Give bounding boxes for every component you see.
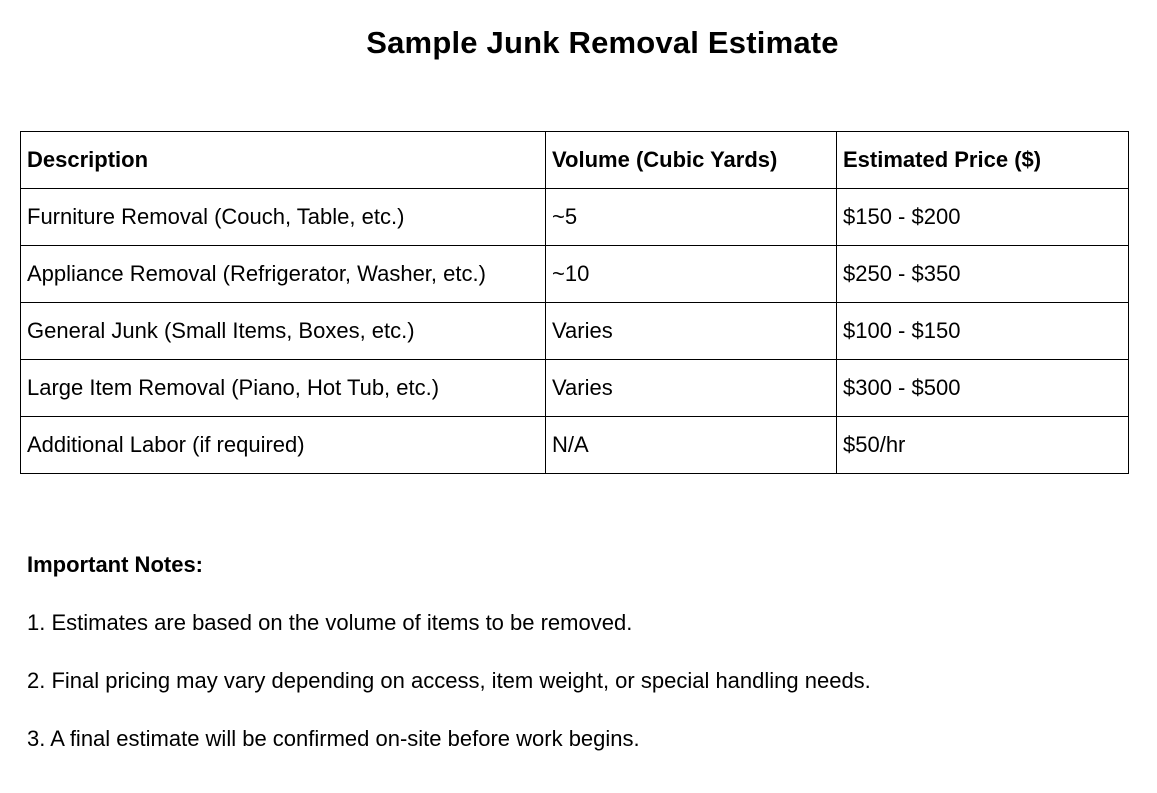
estimate-table xyxy=(20,131,1129,474)
price-cell: $100 - $150 xyxy=(837,303,1129,360)
volume-cell: Varies xyxy=(546,303,837,360)
table-row xyxy=(21,417,1129,474)
price-cell: $50/hr xyxy=(837,417,1129,474)
price-cell: $150 - $200 xyxy=(837,189,1129,246)
volume-cell: N/A xyxy=(546,417,837,474)
column-header-description: Description xyxy=(21,132,546,189)
description-cell: Appliance Removal (Refrigerator, Washer, etc.) xyxy=(21,246,546,303)
note-item: 3. A final estimate will be confirmed on-site before work begins. xyxy=(27,726,640,751)
table-row xyxy=(21,189,1129,246)
note-item: 2. Final pricing may vary depending on access, item weight, or special handling needs. xyxy=(27,668,871,693)
important-notes xyxy=(27,552,1127,784)
notes-heading: Important Notes: xyxy=(27,552,203,577)
table-header-row xyxy=(21,132,1129,189)
page-title: Sample Junk Removal Estimate xyxy=(366,25,839,60)
description-cell: Furniture Removal (Couch, Table, etc.) xyxy=(21,189,546,246)
table-row xyxy=(21,303,1129,360)
volume-cell: ~5 xyxy=(546,189,837,246)
volume-cell: Varies xyxy=(546,360,837,417)
column-header-volume: Volume (Cubic Yards) xyxy=(546,132,837,189)
column-header-price: Estimated Price ($) xyxy=(837,132,1129,189)
note-item: 1. Estimates are based on the volume of items to be removed. xyxy=(27,610,633,635)
table-row xyxy=(21,360,1129,417)
description-cell: Additional Labor (if required) xyxy=(21,417,546,474)
price-cell: $300 - $500 xyxy=(837,360,1129,417)
volume-cell: ~10 xyxy=(546,246,837,303)
description-cell: General Junk (Small Items, Boxes, etc.) xyxy=(21,303,546,360)
price-cell: $250 - $350 xyxy=(837,246,1129,303)
description-cell: Large Item Removal (Piano, Hot Tub, etc.) xyxy=(21,360,546,417)
table-row xyxy=(21,246,1129,303)
